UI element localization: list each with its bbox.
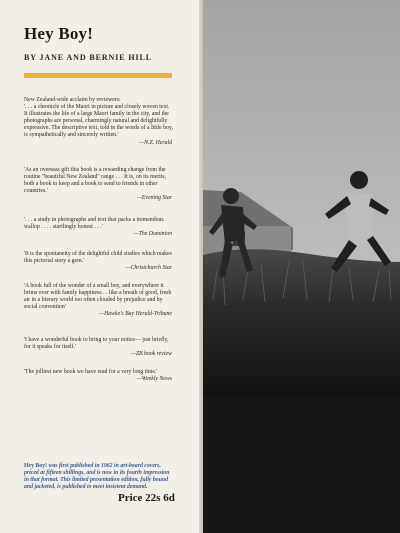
photo-lower-dark — [203, 395, 400, 533]
edition-note — [24, 463, 174, 491]
review-source: —N.Z. Herald — [138, 139, 172, 146]
review-source: —Hawke's Bay Herald-Tribune — [98, 311, 172, 318]
boys-running-photo — [203, 0, 400, 533]
review-quote: '. . . a chronicle of the Maori in picture and closely woven text. It illustrates the life of a large Maori family in the city, and the photographs are personal, charmingly natural and delightfully expressive. The descriptive text, told in the words of a little boy, is sympathetically and sincerely written.' — [24, 104, 173, 139]
review-quote: '. . . a study in photographs and text that packs a tremendous wallop . . . . startlingly honest . . .' — [24, 217, 164, 231]
review-block-7 — [24, 369, 174, 383]
review-block-3 — [24, 217, 174, 238]
cover-photograph — [203, 0, 400, 533]
book-title: Hey Boy! — [24, 24, 94, 43]
review-quote: 'I have a wonderful book to bring to your notice— just briefly, for it speaks for itself.' — [24, 337, 169, 351]
grass-hill — [203, 249, 400, 395]
review-source: —Christchurch Star — [125, 265, 172, 272]
price-label: Price 22s 6d — [118, 492, 175, 504]
review-quote: 'A book full of the wonder of a small boy, and everywhere it brims over with family happiness . . like a breath of good, fresh air in a literary world too often clouded by prejudice and by social convention' — [24, 283, 172, 311]
review-source: —Weekly News — [136, 376, 172, 383]
edition-note-title: Hey Boy! — [24, 463, 48, 469]
review-quote: 'The jolliest new book we have read for a very long time.' — [24, 369, 158, 375]
review-block-5 — [24, 283, 174, 318]
review-block-1 — [24, 97, 174, 147]
review-block-2 — [24, 167, 174, 202]
review-block-4 — [24, 251, 174, 272]
reviews-intro: New Zealand-wide acclaim by reviewers: — [24, 97, 121, 103]
review-source: —ZB book review — [130, 351, 172, 358]
review-quote: 'As an overseas gift this book is a rewarding change from the routine "beautiful New Zealand" range . . . It is, on its merits, both a book to keep and a book to send to friends in other countries.' — [24, 167, 167, 195]
review-block-6 — [24, 337, 174, 358]
review-source: —Evening Star — [136, 195, 172, 202]
edition-note-text: was first published in 1962 in art-board covers, priced at fifteen shillings, and is now in its fourth impression in that format. This limited presentation edition, fully bound and jacketed, is published to meet insistent demand. — [24, 463, 170, 491]
review-source: —The Dominion — [133, 231, 172, 238]
review-quote: 'It is the spontaneity of the delightful child studies which makes this pictorial story a gem.' — [24, 251, 172, 265]
yellow-rule — [24, 73, 172, 78]
author-byline: BY JANE AND BERNIE HILL — [24, 53, 152, 62]
